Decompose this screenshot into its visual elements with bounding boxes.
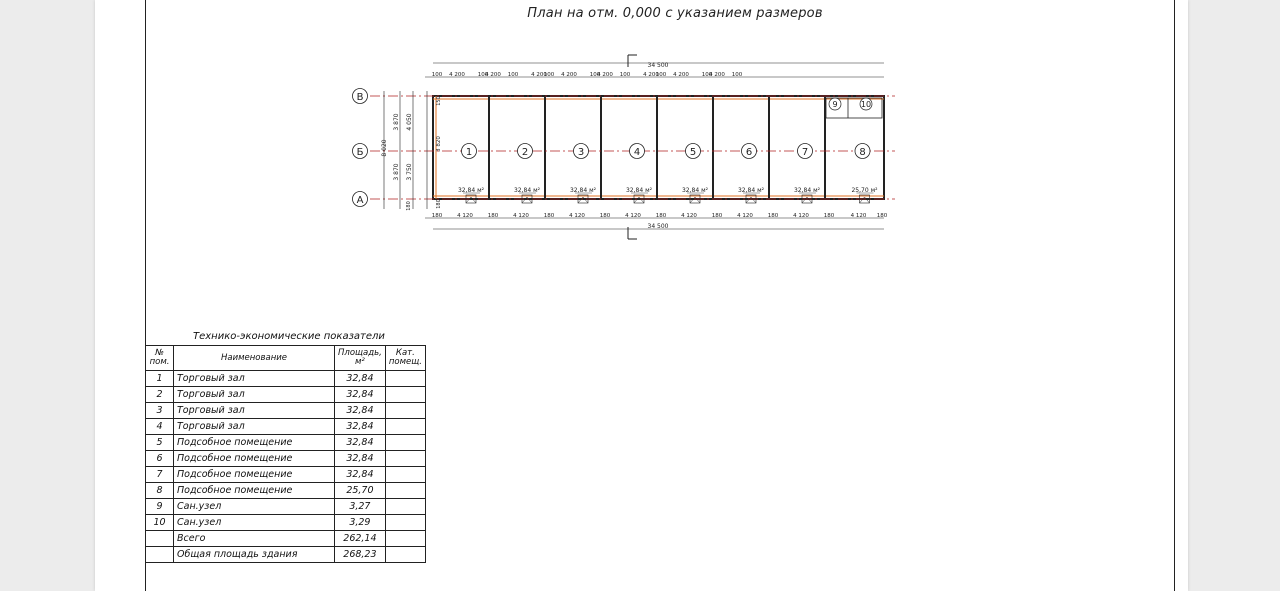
row-name: Подсобное помещение (174, 467, 335, 483)
row-cat (385, 435, 425, 451)
room-area-label: 32,84 м² (513, 187, 541, 194)
table-row (146, 499, 426, 515)
table-row (146, 419, 426, 435)
row-num: 3 (146, 403, 174, 419)
row-area: 32,84 (335, 419, 386, 435)
row-axis-label: Б (356, 147, 364, 158)
row-axis-label: А (356, 195, 364, 206)
top-overall-dim: 34 500 (647, 62, 669, 69)
top-segment-dim: 100 (655, 72, 667, 78)
bottom-segment-dim: 4 120 (737, 213, 753, 219)
table-row (146, 435, 426, 451)
left-dim-small-b2: 180 (406, 201, 412, 211)
row-num: 6 (146, 451, 174, 467)
top-segment-dim: 4 200 (485, 72, 501, 78)
left-dim-upper-1: 3 870 (393, 113, 400, 131)
room-area-label: 32,84 м² (681, 187, 709, 194)
left-dim-small-bottom: 180 (436, 199, 442, 209)
top-segment-dim: 100 (477, 72, 489, 78)
header-area: Площадь, м² (335, 346, 386, 371)
table-row (146, 387, 426, 403)
top-segment-dim: 4 200 (709, 72, 725, 78)
row-area: 32,84 (335, 451, 386, 467)
row-area: 32,84 (335, 435, 386, 451)
room-area-label: 32,84 м² (793, 187, 821, 194)
total-value: 262,14 (335, 531, 386, 547)
bottom-segment-dim: 4 120 (850, 213, 867, 219)
top-segment-dim: 100 (701, 72, 713, 78)
bottom-segment-dim: 180 (711, 213, 723, 219)
room-area-label: 32,84 м² (625, 187, 653, 194)
top-segment-dim: 100 (731, 72, 743, 78)
bottom-overall-dim: 34 500 (647, 223, 669, 230)
row-axis-label: В (356, 92, 364, 103)
row-name: Торговый зал (174, 403, 335, 419)
row-name: Сан.узел (174, 499, 335, 515)
total-row (146, 531, 426, 547)
top-segment-dim: 100 (507, 72, 519, 78)
room-number: 2 (521, 147, 529, 158)
bottom-segment-dim: 180 (767, 213, 779, 219)
row-cat (385, 483, 425, 499)
bottom-segment-dim: 4 120 (793, 213, 809, 219)
room-area-label: 32,84 м² (569, 187, 597, 194)
room-area-label: 25,70 м² (851, 187, 878, 194)
left-dim-overall: 8 020 (381, 139, 388, 157)
total-cat (385, 531, 425, 547)
header-num: № пом. (146, 346, 174, 371)
row-cat (385, 467, 425, 483)
table-row (146, 483, 426, 499)
left-dim-wall: 3 820 (436, 136, 442, 152)
row-area: 32,84 (335, 371, 386, 387)
row-num: 4 (146, 419, 174, 435)
bottom-segment-dim: 4 120 (681, 213, 697, 219)
row-cat (385, 451, 425, 467)
row-num: 7 (146, 467, 174, 483)
top-segment-dim: 100 (619, 72, 631, 78)
row-name: Подсобное помещение (174, 483, 335, 499)
row-name: Подсобное помещение (174, 435, 335, 451)
top-segment-dim: 100 (543, 72, 555, 78)
top-segment-dim: 4 200 (597, 72, 613, 78)
bottom-segment-dim: 180 (599, 213, 611, 219)
left-dim-small-top: 150 (436, 96, 442, 106)
row-name: Торговый зал (174, 419, 335, 435)
row-name: Торговый зал (174, 371, 335, 387)
wc-room-number: 9 (832, 100, 838, 109)
table-row (146, 371, 426, 387)
room-number: 5 (689, 147, 697, 158)
bottom-segment-dim: 4 120 (625, 213, 641, 219)
wc-room-number: 10 (860, 100, 872, 109)
left-dim-lower-1: 3 870 (393, 163, 400, 181)
row-num: 1 (146, 371, 174, 387)
row-cat (385, 419, 425, 435)
row-name: Торговый зал (174, 387, 335, 403)
table-row (146, 467, 426, 483)
room-number: 8 (859, 147, 866, 158)
row-name: Подсобное помещение (174, 451, 335, 467)
bottom-segment-dim: 180 (823, 213, 835, 219)
top-segment-dim: 4 200 (673, 72, 689, 78)
row-area: 32,84 (335, 387, 386, 403)
top-segment-dim: 100 (589, 72, 601, 78)
outer-wall (433, 96, 884, 199)
top-segment-dim: 4 200 (643, 72, 659, 78)
header-cat: Кат. помещ. (385, 346, 425, 371)
table-row (146, 515, 426, 531)
total-label: Всего (174, 531, 335, 547)
top-segment-dim: 4 200 (531, 72, 547, 78)
gross-label: Общая площадь здания (174, 547, 335, 563)
bottom-segment-dim: 180 (543, 213, 555, 219)
left-dim-lower-2: 3 750 (406, 163, 413, 181)
bottom-segment-dim: 180 (431, 213, 443, 219)
bottom-segment-dim: 180 (655, 213, 667, 219)
row-area: 3,27 (335, 499, 386, 515)
table-header-row (146, 346, 426, 371)
row-num: 8 (146, 483, 174, 499)
top-segment-dim: 100 (431, 72, 443, 78)
top-segment-dim: 4 200 (449, 72, 465, 78)
bottom-segment-dim: 4 120 (513, 213, 529, 219)
row-cat (385, 387, 425, 403)
row-num: 2 (146, 387, 174, 403)
room-number: 6 (745, 147, 753, 158)
room-area-label: 32,84 м² (457, 187, 485, 194)
row-cat (385, 515, 425, 531)
gross-cat (385, 547, 425, 563)
left-dim-upper-2: 4 050 (406, 113, 413, 131)
room-area-label: 32,84 м² (737, 187, 765, 194)
room-number: 4 (633, 147, 641, 158)
table-row (146, 451, 426, 467)
total-num (146, 531, 174, 547)
gross-area-row (146, 547, 426, 563)
top-segment-dim: 4 200 (561, 72, 577, 78)
row-cat (385, 371, 425, 387)
bottom-segment-dim: 180 (487, 213, 499, 219)
room-number: 1 (465, 147, 473, 158)
table-title: Технико-экономические показатели (193, 331, 385, 342)
gross-value: 268,23 (335, 547, 386, 563)
row-area: 25,70 (335, 483, 386, 499)
row-num: 10 (146, 515, 174, 531)
row-area: 32,84 (335, 403, 386, 419)
indicators-table (145, 345, 426, 563)
header-name: Наименование (174, 346, 335, 371)
bottom-segment-dim: 4 120 (569, 213, 585, 219)
row-area: 3,29 (335, 515, 386, 531)
gross-num (146, 547, 174, 563)
row-cat (385, 499, 425, 515)
row-cat (385, 403, 425, 419)
table-row (146, 403, 426, 419)
room-number: 7 (801, 147, 809, 158)
table-body (146, 371, 426, 563)
plan-title: План на отм. 0,000 с указанием размеров (527, 6, 823, 21)
row-num: 5 (146, 435, 174, 451)
row-name: Сан.узел (174, 515, 335, 531)
row-area: 32,84 (335, 467, 386, 483)
bottom-segment-dim: 4 120 (457, 213, 473, 219)
row-num: 9 (146, 499, 174, 515)
room-number: 3 (577, 147, 585, 158)
bottom-segment-dim: 180 (876, 213, 888, 219)
